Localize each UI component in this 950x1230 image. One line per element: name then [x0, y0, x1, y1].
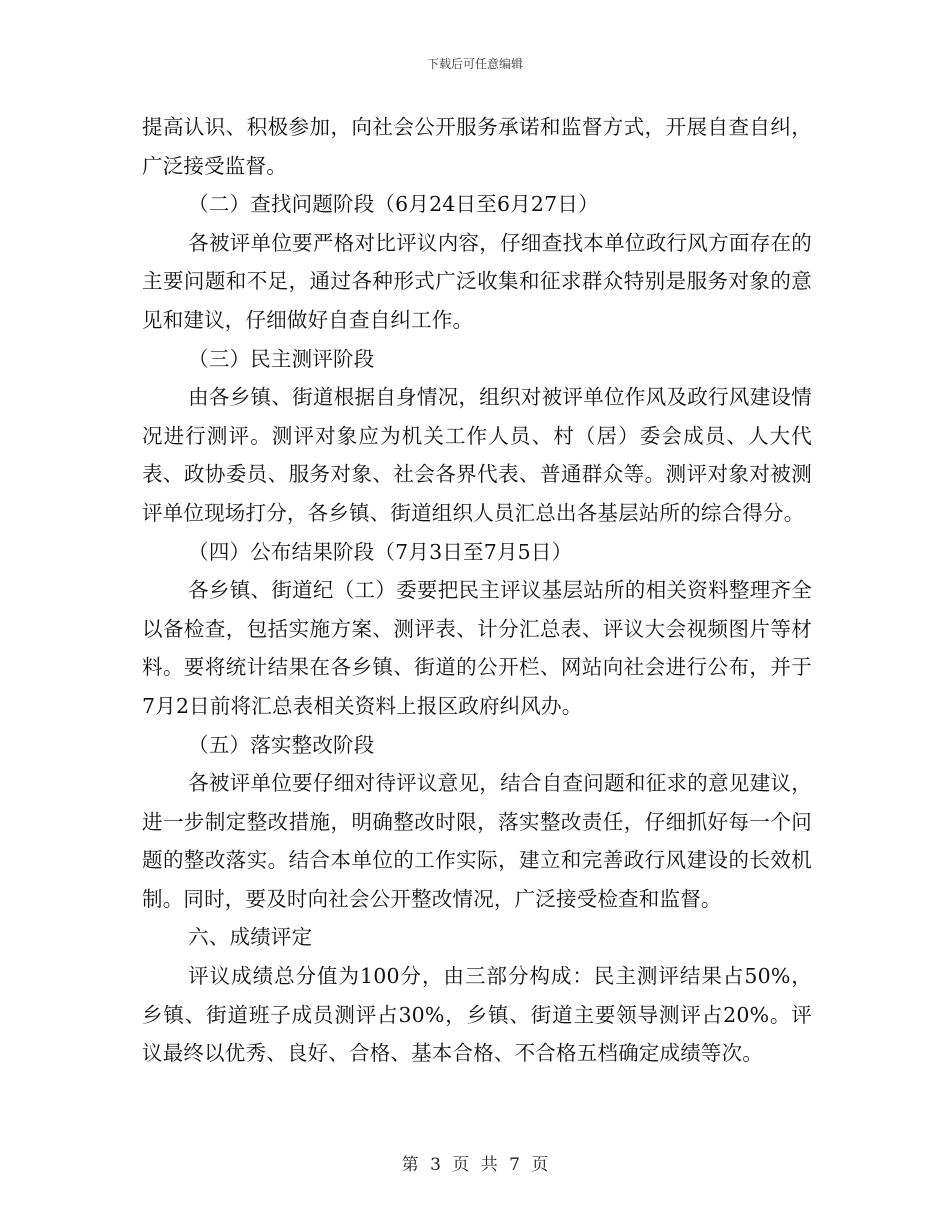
paragraph-democratic-evaluation: 由各乡镇、街道根据自身情况，组织对被评单位作风及政行风建设情况进行测评。测评对象应为机关工作人员、村（居）委会成员、人大代表、政协委员、服务对象、社会各界代表、普通群众等。测评对象对被测评单位现场打分，各乡镇、街道组织人员汇总出各基层站所的综合得分。 [142, 385, 812, 525]
paragraph-continuation: 提高认识、积极参加，向社会公开服务承诺和监督方式，开展自查自纠，广泛接受监督。 [142, 115, 812, 178]
section-heading-publish-results: （四）公布结果阶段（7月3日至7月5日） [188, 539, 573, 564]
paragraph-problem-finding: 各被评单位要严格对比评议内容，仔细查找本单位政行风方面存在的主要问题和不足，通过各种形式广泛收集和征求群众特别是服务对象的意见和建议，仔细做好自查自纠工作。 [142, 230, 812, 332]
document-body [142, 108, 812, 1073]
section-heading-democratic-evaluation: （三）民主测评阶段 [188, 346, 375, 371]
section-heading-problem-finding: （二）查找问题阶段（6月24日至6月27日） [188, 192, 599, 217]
section-heading-score-evaluation: 六、成绩评定 [188, 925, 313, 950]
section-heading-rectification: （五）落实整改阶段 [188, 732, 375, 757]
header-note: 下载后可任意编辑 [426, 57, 523, 71]
paragraph-rectification: 各被评单位要仔细对待评议意见，结合自查问题和征求的意见建议，进一步制定整改措施，明确整改时限，落实整改责任，仔细抓好每一个问题的整改落实。结合本单位的工作实际，建立和完善政行风建设的长效机制。同时，要及时向社会公开整改情况，广泛接受检查和监督。 [142, 771, 812, 911]
paragraph-score-evaluation: 评议成绩总分值为100分，由三部分构成：民主测评结果占50%，乡镇、街道班子成员测评占30%，乡镇、街道主要领导测评占20%。评议最终以优秀、良好、合格、基本合格、不合格五档确定成绩等次。 [142, 964, 812, 1066]
page-number: 第 3 页 共 7 页 [401, 1155, 549, 1175]
paragraph-publish-results: 各乡镇、街道纪（工）委要把民主评议基层站所的相关资料整理齐全以备检查，包括实施方案、测评表、计分汇总表、评议大会视频图片等材料。要将统计结果在各乡镇、街道的公开栏、网站向社会进行公布，并于7月2日前将汇总表相关资料上报区政府纠风办。 [142, 578, 812, 718]
